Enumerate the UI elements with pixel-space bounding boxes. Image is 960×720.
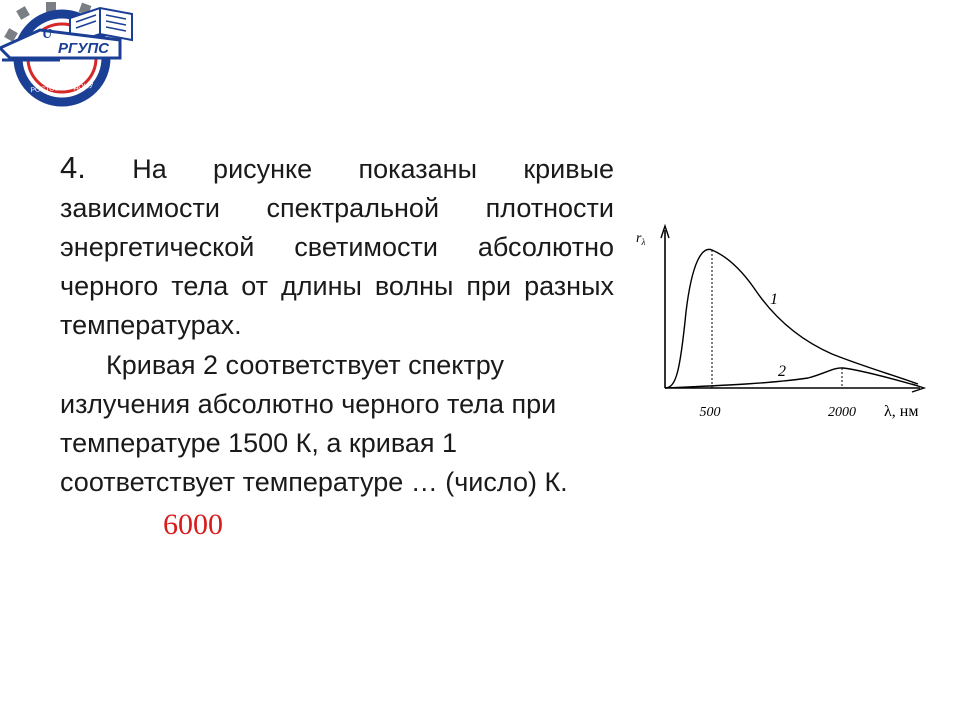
question-number: 4. xyxy=(60,150,86,185)
question-paragraph-1 xyxy=(60,148,614,345)
university-logo xyxy=(0,0,140,110)
y-axis-label: $r_\lambda$ xyxy=(636,231,646,247)
question-paragraph-2 xyxy=(60,346,620,502)
curve-2-label: 2 xyxy=(778,363,786,380)
blackbody-spectrum-figure xyxy=(628,222,948,432)
tick-label-500: 500 xyxy=(699,405,721,420)
x-axis-label: λ, нм xyxy=(884,403,919,420)
logo-ring-text: РОСТОВ-НА-ДОНУ xyxy=(30,82,94,95)
logo-text: РГУПС xyxy=(58,40,109,57)
answer-value: 6000 xyxy=(163,508,223,541)
logo-letter: U xyxy=(42,27,53,42)
curve-1 xyxy=(665,249,918,388)
question-text-1: На рисунке показаны кривые зависимости спектральной плотности энергетической светимости абсолютно черного тела от длины волны при разных температурах. xyxy=(60,154,614,340)
tick-label-2000: 2000 xyxy=(828,405,856,420)
curve-1-label: 1 xyxy=(770,291,778,308)
question-text-2: Кривая 2 соответствует спектру излучения абсолютно черного тела при температуре 1500 К, а кривая 1 соответствует температуре … (число) К. xyxy=(60,350,568,497)
